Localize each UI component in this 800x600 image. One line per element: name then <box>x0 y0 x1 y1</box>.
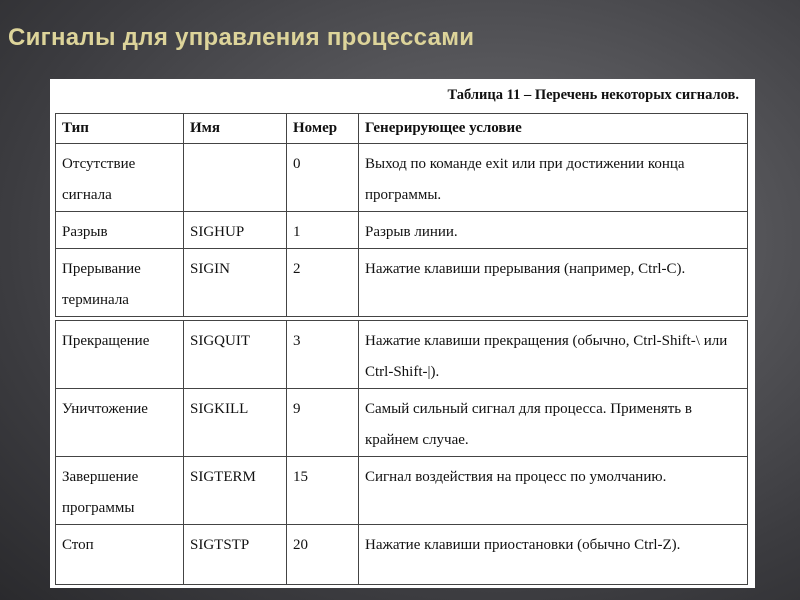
cell-type: Прекращение <box>56 321 184 389</box>
signals-table-part-1 <box>55 113 748 317</box>
cell-type: Разрыв <box>56 212 184 249</box>
header-condition: Генерирующее условие <box>359 114 748 144</box>
table-row <box>56 457 748 525</box>
signals-table-part-2 <box>55 320 748 585</box>
cell-number: 0 <box>287 144 359 212</box>
cell-condition: Нажатие клавиши прерывания (например, Ctrl-C). <box>359 249 748 317</box>
cell-type: Прерывание терминала <box>56 249 184 317</box>
cell-name: SIGIN <box>184 249 287 317</box>
cell-name: SIGTSTP <box>184 525 287 585</box>
table-caption: Таблица 11 – Перечень некоторых сигналов. <box>447 87 739 103</box>
cell-number: 9 <box>287 389 359 457</box>
table-panel-bottom <box>50 318 755 588</box>
cell-name: SIGTERM <box>184 457 287 525</box>
cell-number: 15 <box>287 457 359 525</box>
cell-type: Завершение программы <box>56 457 184 525</box>
cell-type: Стоп <box>56 525 184 585</box>
table-header-row <box>56 114 748 144</box>
table-row <box>56 144 748 212</box>
cell-condition: Самый сильный сигнал для процесса. Применять в крайнем случае. <box>359 389 748 457</box>
table-row <box>56 249 748 317</box>
cell-name: SIGKILL <box>184 389 287 457</box>
cell-number: 1 <box>287 212 359 249</box>
cell-condition: Выход по команде exit или при достижении конца программы. <box>359 144 748 212</box>
header-type: Тип <box>56 114 184 144</box>
cell-type: Отсутствие сигнала <box>56 144 184 212</box>
slide-title: Сигналы для управления процессами <box>8 24 475 51</box>
cell-name: SIGQUIT <box>184 321 287 389</box>
cell-type: Уничтожение <box>56 389 184 457</box>
cell-condition: Разрыв линии. <box>359 212 748 249</box>
header-name: Имя <box>184 114 287 144</box>
cell-number: 3 <box>287 321 359 389</box>
cell-condition: Нажатие клавиши прекращения (обычно, Ctrl-Shift-\ или Ctrl-Shift-|). <box>359 321 748 389</box>
table-row <box>56 321 748 389</box>
table-row <box>56 389 748 457</box>
cell-condition: Нажатие клавиши приостановки (обычно Ctrl-Z). <box>359 525 748 585</box>
cell-number: 2 <box>287 249 359 317</box>
cell-condition: Сигнал воздействия на процесс по умолчанию. <box>359 457 748 525</box>
cell-name: SIGHUP <box>184 212 287 249</box>
cell-number: 20 <box>287 525 359 585</box>
table-panel-top <box>50 79 755 319</box>
table-row <box>56 525 748 585</box>
cell-name <box>184 144 287 212</box>
header-number: Номер <box>287 114 359 144</box>
table-row <box>56 212 748 249</box>
